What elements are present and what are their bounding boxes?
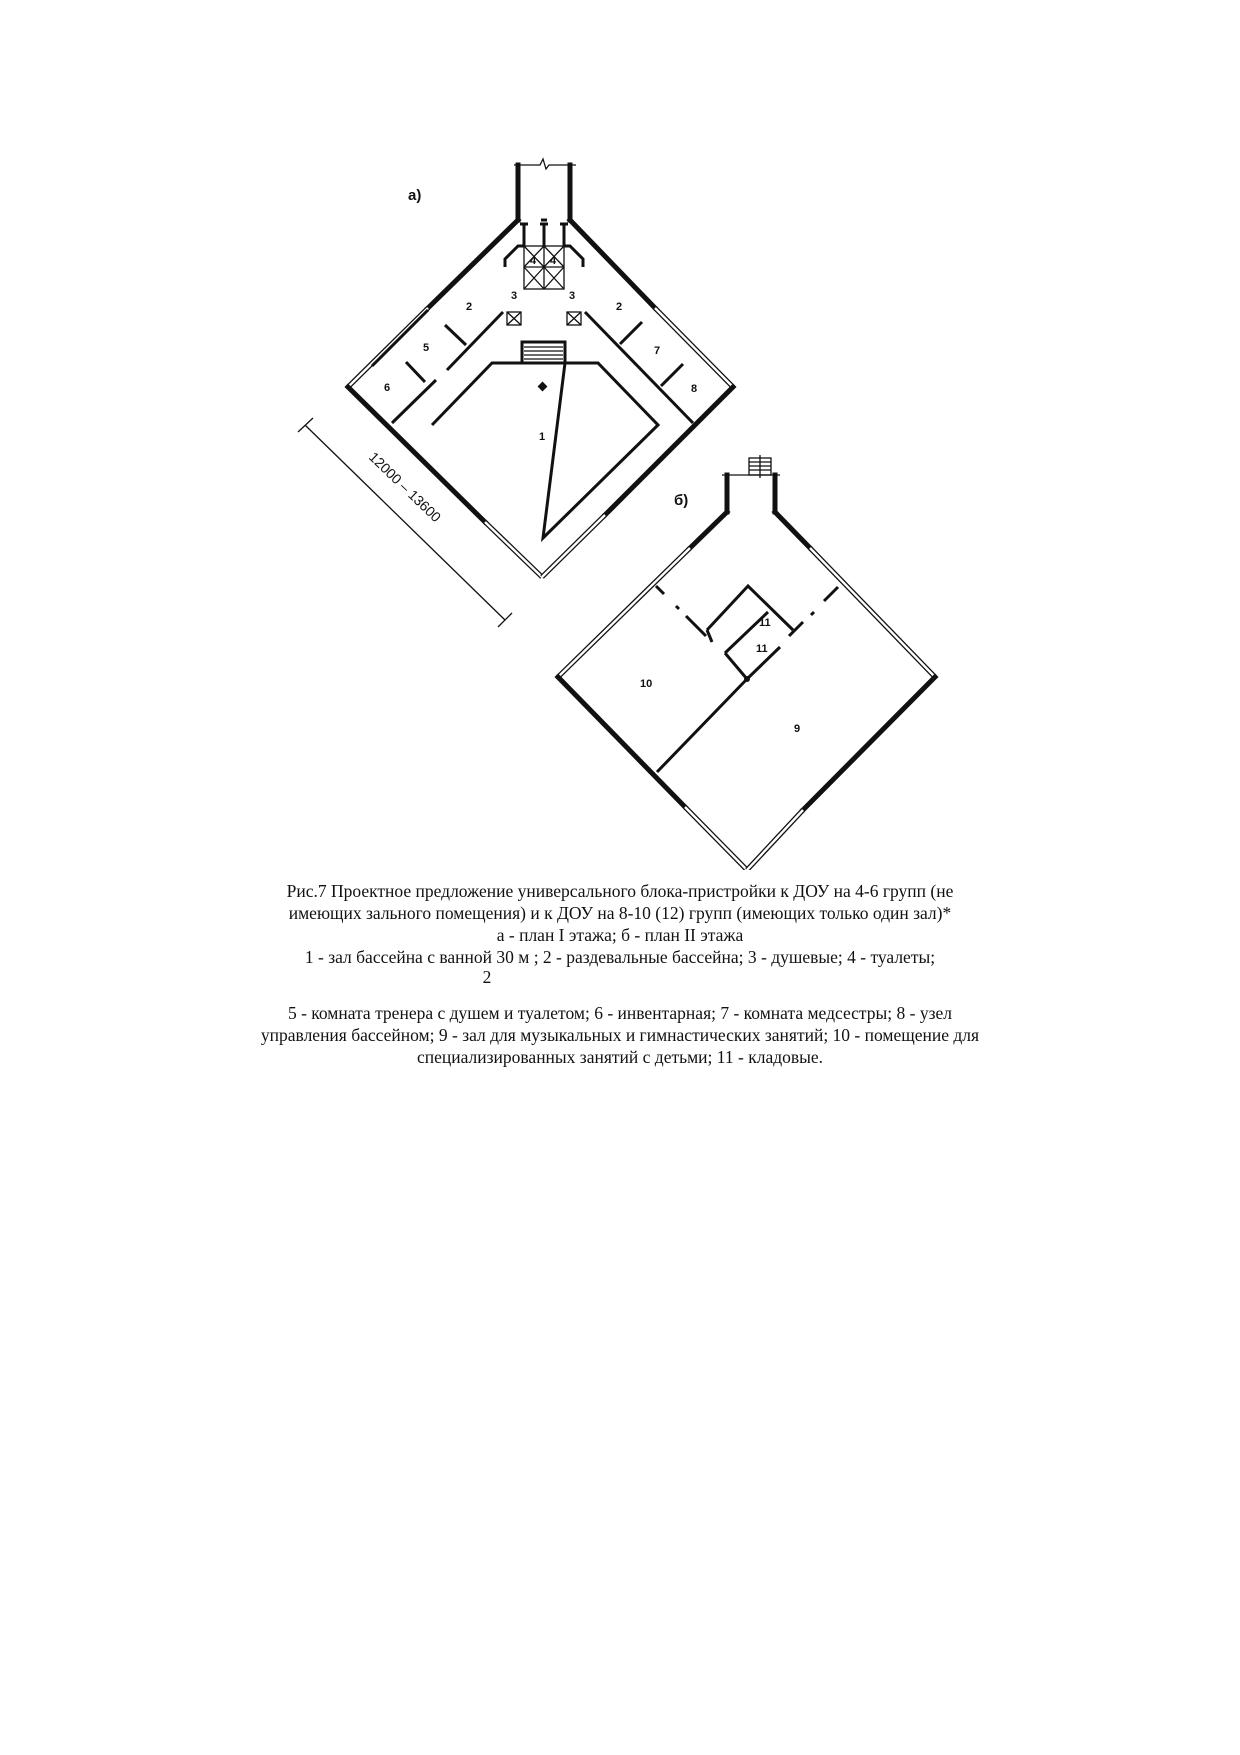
room-label: 3 [511,290,518,302]
room-label: 1 [539,431,546,443]
caption-legend-line: 5 - комната тренера с душем и туалетом; 6 - инвентарная; 7 - комната медсестры; 8 - узел [287,1003,953,1023]
dimension-text: 12000 – 13600 [365,448,445,526]
room-label: 10 [640,678,653,690]
figure-caption [150,880,1090,1068]
room-label: 8 [691,383,698,395]
caption-legend-line: специализированных занятий с детьми; 11 - кладовые. [416,1047,824,1067]
room-label: 11 [759,617,771,629]
room-label: 4 [550,255,557,267]
caption-legend-line: 1 - зал бассейна с ванной 30 м ; 2 - раздевальные бассейна; 3 - душевые; 4 - туалеты; [304,947,936,967]
room-label: 7 [654,345,661,357]
room-label: 2 [616,301,623,313]
room-label: 6 [384,382,391,394]
room-label: 2 [466,301,473,313]
caption-title: Рис.7 Проектное предложение универсального блока-пристройки к ДОУ на 4-6 групп (не [286,881,954,901]
room-label: 4 [530,255,537,267]
plan-a-ground-floor [348,159,733,577]
room-label: 9 [794,723,801,735]
caption-plans-legend: а - план I этажа; б - план II этажа [496,925,744,945]
room-label: 11 [756,643,768,655]
floor-plans-figure [0,0,1240,870]
area-unit-superscript: 2 [482,967,492,987]
dimension-line [298,418,512,627]
room-label: 5 [423,342,430,354]
room-label: 3 [569,290,576,302]
plan-a-label: а) [408,187,422,204]
caption-title-cont: имеющих зального помещения) и к ДОУ на 8-10 (12) групп (имеющих только один зал)* [288,903,952,923]
caption-legend-line: управления бассейном; 9 - зал для музыкальных и гимнастических занятий; 10 - помещение для [260,1025,980,1045]
plan-b-label: б) [674,492,689,509]
plan-b-second-floor [558,455,935,870]
